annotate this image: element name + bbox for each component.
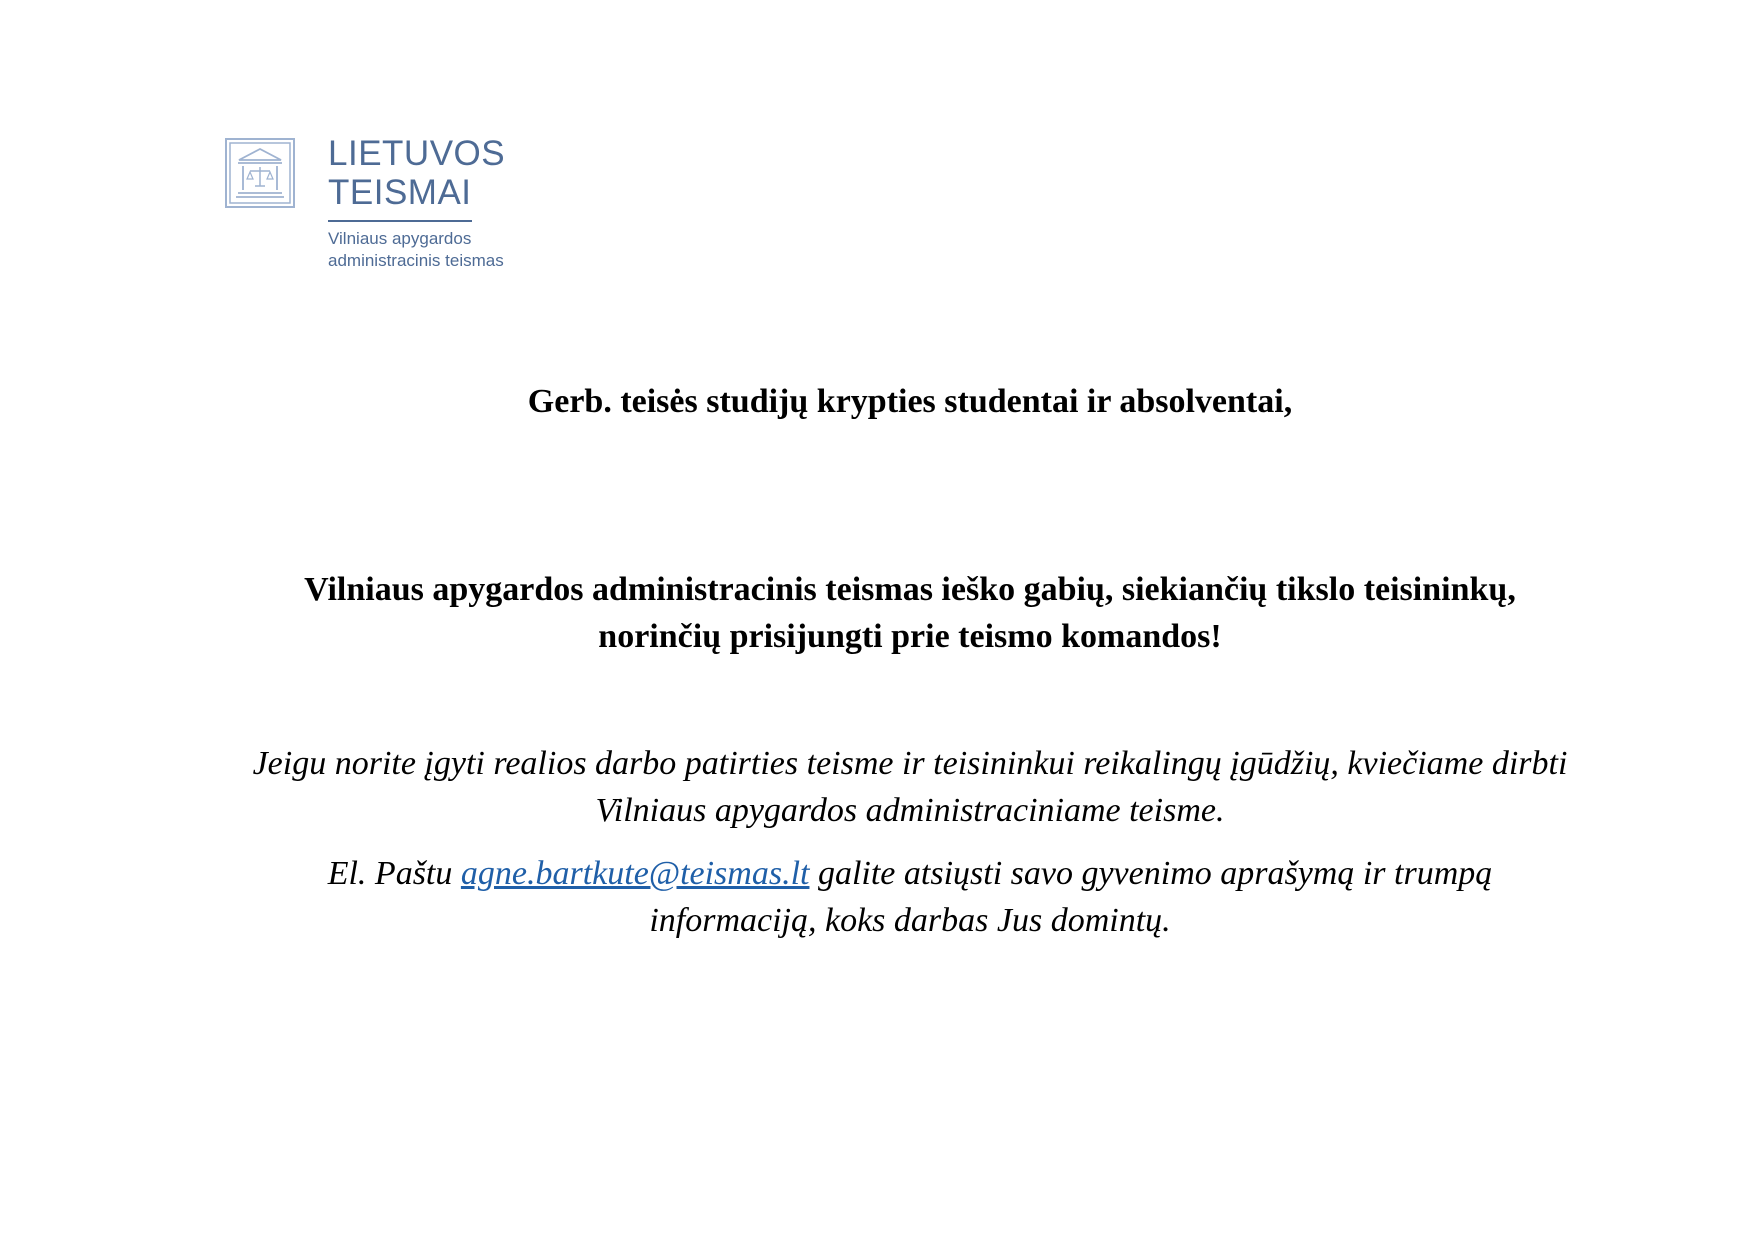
announcement [0, 566, 1755, 660]
invitation-line1: Jeigu norite įgyti realios darbo patirties teisme ir teisininkui reikalingų įgūdžių, kviečiame dirbti [252, 745, 1568, 782]
invitation-line2: Vilniaus apygardos administraciniame teisme. [595, 792, 1225, 829]
contact-line1 [0, 850, 1755, 897]
logo-divider [328, 220, 472, 222]
contact-suffix: galite atsiųsti savo gyvenimo aprašymą ir trumpą [809, 855, 1493, 892]
logo-title-line2: TEISMAI [328, 173, 472, 212]
greeting-line: Gerb. teisės studijų krypties studentai ir absolventai, [527, 383, 1293, 420]
court-logo [225, 134, 545, 274]
contact-paragraph [0, 850, 1755, 944]
invitation-paragraph [0, 740, 1755, 834]
logo-subtitle [328, 228, 504, 272]
contact-line2: informaciją, koks darbas Jus domintų. [649, 902, 1171, 939]
greeting [0, 378, 1755, 425]
contact-prefix: El. Paštu [327, 855, 461, 892]
logo-title-line1: LIETUVOS [328, 134, 506, 173]
email-link[interactable]: agne.bartkute@teismas.lt [460, 855, 810, 892]
logo-subtitle-line2: administracinis teismas [328, 251, 504, 270]
announcement-line1: Vilniaus apygardos administracinis teismas ieško gabių, siekiančių tikslo teisininkų, [304, 571, 1516, 608]
announcement-line2: norinčių prisijungti prie teismo komandos! [598, 618, 1222, 655]
logo-subtitle-line1: Vilniaus apygardos [328, 229, 472, 248]
court-building-scales-icon [225, 138, 295, 208]
logo-title [328, 134, 505, 212]
